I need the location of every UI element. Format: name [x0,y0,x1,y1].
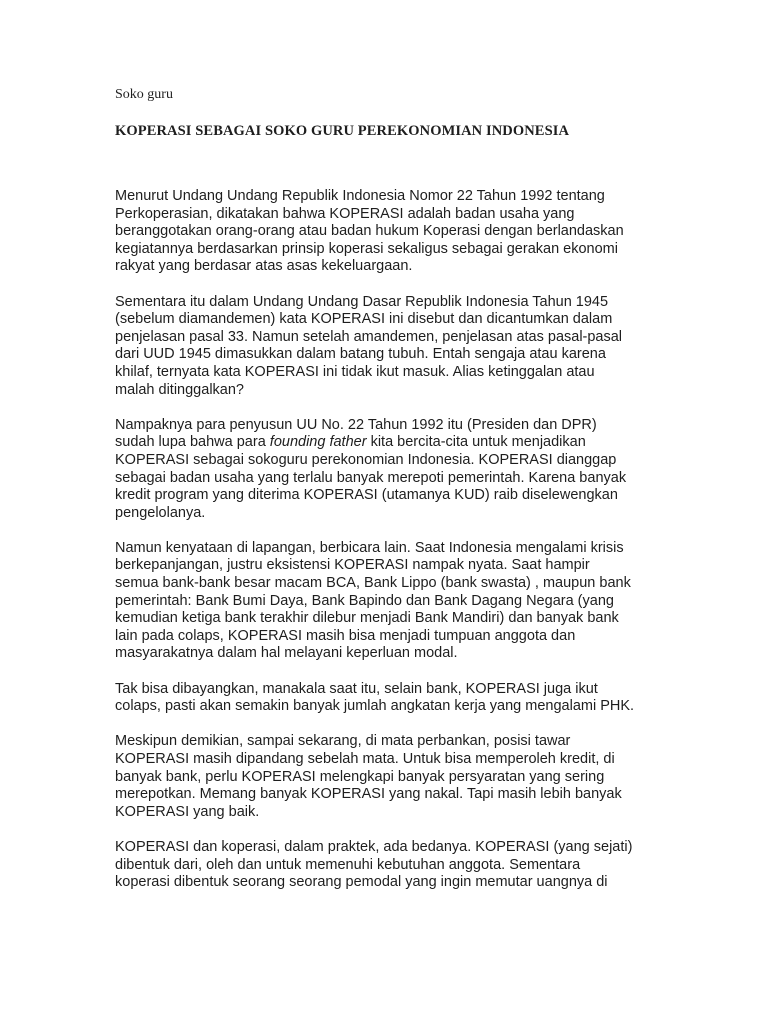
paragraph-3-italic-term: founding father [269,434,367,451]
document-title: KOPERASI SEBAGAI SOKO GURU PEREKONOMIAN INDONESIA [115,123,570,139]
paragraph-5: Tak bisa dibayangkan, manakala saat itu, selain bank, KOPERASI juga ikut colaps, pasti akan semakin banyak jumlah angkatan kerja yang mengalami PHK. [115,680,635,715]
document-label: Soko guru [115,87,173,102]
paragraph-3 [115,417,635,523]
paragraph-6: Meskipun demikian, sampai sekarang, di mata perbankan, posisi tawar KOPERASI masih dipandang sebelah mata. Untuk bisa memperoleh kredit, di banyak bank, perlu KOPERASI melengkapi banyak persyaratan yang sering merepotkan. Memang banyak KOPERASI yang nakal. Tapi masih lebih banyak KOPERASI yang baik. [115,733,622,820]
document-page [115,86,635,909]
paragraph-3-text-end: kita bercita-cita untuk menjadikan KOPERASI sebagai sokoguru perekonomian Indonesia. KOPERASI dianggap sebagai badan usaha yang terlalu banyak merepoti pemerintah. Karena banyak kredit program yang diterima KOPERASI (utamanya KUD) raib diselewengkan pengelolanya. [115,434,627,521]
paragraph-1: Menurut Undang Undang Republik Indonesia Nomor 22 Tahun 1992 tentang Perkoperasian, dikatakan bahwa KOPERASI adalah badan usaha yang beranggotakan orang-orang atau badan hukum Koperasi dengan berlandaskan kegiatannya berdasarkan prinsip koperasi sekaligus sebagai gerakan ekonomi rakyat yang berdasar atas asas kekeluargaan. [115,188,624,275]
paragraph-7: KOPERASI dan koperasi, dalam praktek, ada bedanya. KOPERASI (yang sejati) dibentuk dari, oleh dan untuk memenuhi kebutuhan anggota. Sementara koperasi dibentuk seorang seorang pemodal yang ingin memutar uangnya di [115,838,633,891]
paragraph-3-text-start: Nampaknya para penyusun UU No. 22 Tahun 1992 itu (Presiden dan DPR) sudah lupa bahwa para [115,416,597,451]
paragraph-4: Namun kenyataan di lapangan, berbicara lain. Saat Indonesia mengalami krisis berkepanjangan, justru eksistensi KOPERASI nampak nyata. Saat hampir semua bank-bank besar macam BCA, Bank Lippo (bank swasta) , maupun bank pemerintah: Bank Bumi Daya, Bank Bapindo dan Bank Dagang Negara (yang kemudian ketiga bank terakhir dilebur menjadi Bank Mandiri) dan banyak bank lain pada colaps, KOPERASI masih bisa menjadi tumpuan anggota dan masyarakatnya dalam hal melayani keperluan modal. [115,539,631,662]
paragraph-2: Sementara itu dalam Undang Undang Dasar Republik Indonesia Tahun 1945 (sebelum diamandemen) kata KOPERASI ini disebut dan dicantumkan dalam penjelasan pasal 33. Namun setelah amandemen, penjelasan atas pasal-pasal dari UUD 1945 dimasukkan dalam batang tubuh. Entah sengaja atau karena khilaf, ternyata kata KOPERASI ini tidak ikut masuk. Alias ketinggalan atau malah ditinggalkan? [115,293,623,398]
